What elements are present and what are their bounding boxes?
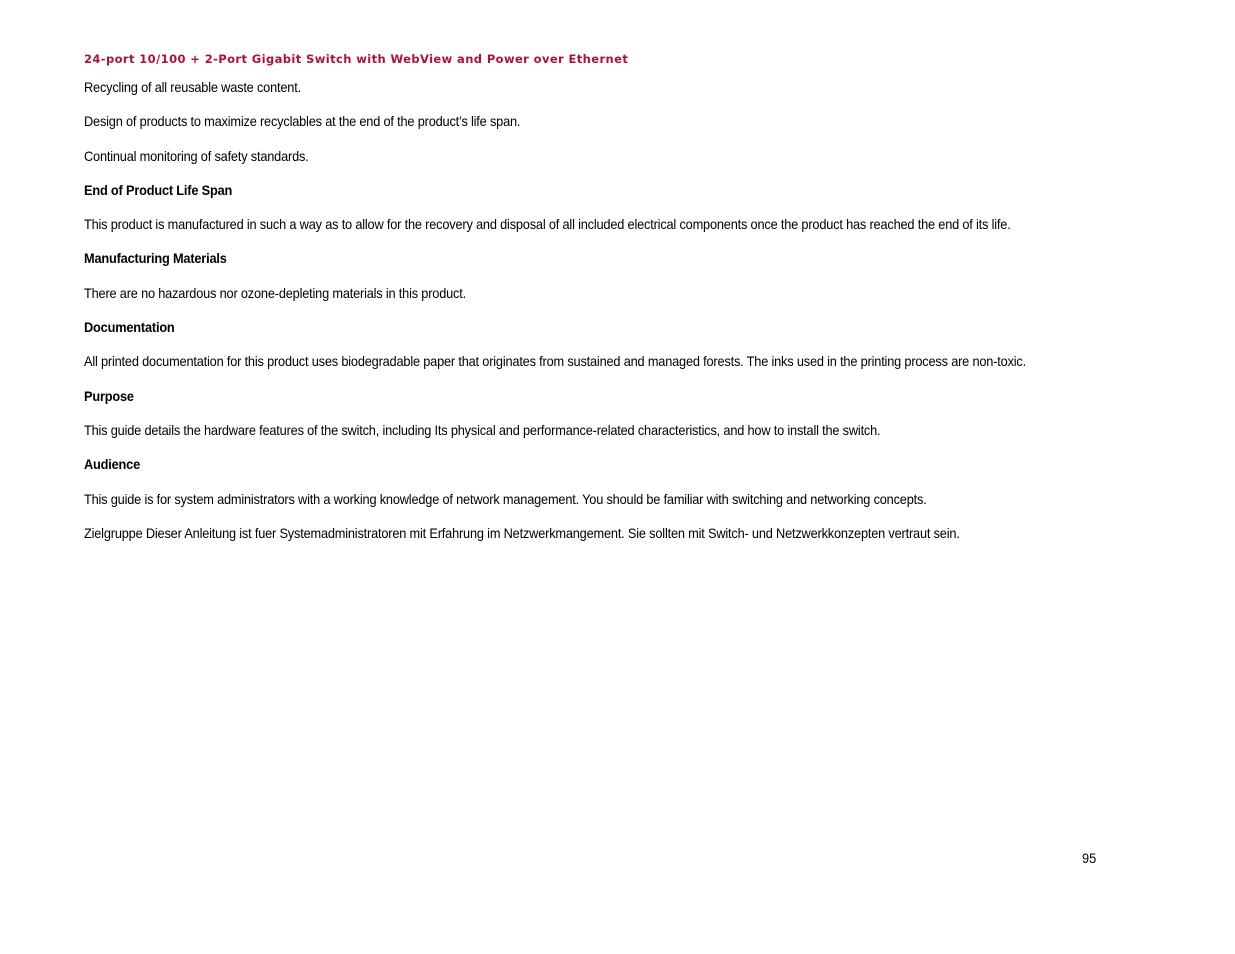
paragraph-zielgruppe: Zielgruppe Dieser Anleitung ist fuer Systemadministratoren mit Erfahrung im Netzwerkmangement. Sie sollten mit Switch- und Netzwerkkonzepten vertraut sein. — [84, 526, 960, 541]
page-content — [84, 78, 1164, 544]
paragraph-recycling: Recycling of all reusable waste content. — [84, 80, 301, 95]
paragraph-end-of-life: This product is manufactured in such a way as to allow for the recovery and disposal of all included electrical components once the product has reached the end of its life. — [84, 217, 1011, 232]
paragraph-audience: This guide is for system administrators with a working knowledge of network management. You should be familiar with switching and networking concepts. — [84, 492, 927, 507]
heading-audience: Audience — [84, 457, 141, 472]
heading-purpose: Purpose — [84, 389, 134, 404]
page-number: 95 — [1082, 851, 1097, 866]
heading-materials: Manufacturing Materials — [84, 251, 227, 266]
paragraph-materials: There are no hazardous nor ozone-depleting materials in this product. — [84, 286, 466, 301]
heading-documentation: Documentation — [84, 320, 175, 335]
paragraph-purpose: This guide details the hardware features of the switch, including Its physical and performance-related characteristics, and how to install the switch. — [84, 423, 881, 438]
paragraph-design: Design of products to maximize recyclables at the end of the product’s life span. — [84, 114, 521, 129]
paragraph-documentation: All printed documentation for this product uses biodegradable paper that originates from sustained and managed forests. The inks used in the printing process are non-toxic. — [84, 354, 1026, 369]
heading-end-of-life: End of Product Life Span — [84, 183, 233, 198]
paragraph-monitoring: Continual monitoring of safety standards. — [84, 149, 309, 164]
running-header-title: 24-port 10/100 + 2-Port Gigabit Switch with WebView and Power over Ethernet — [84, 52, 629, 66]
